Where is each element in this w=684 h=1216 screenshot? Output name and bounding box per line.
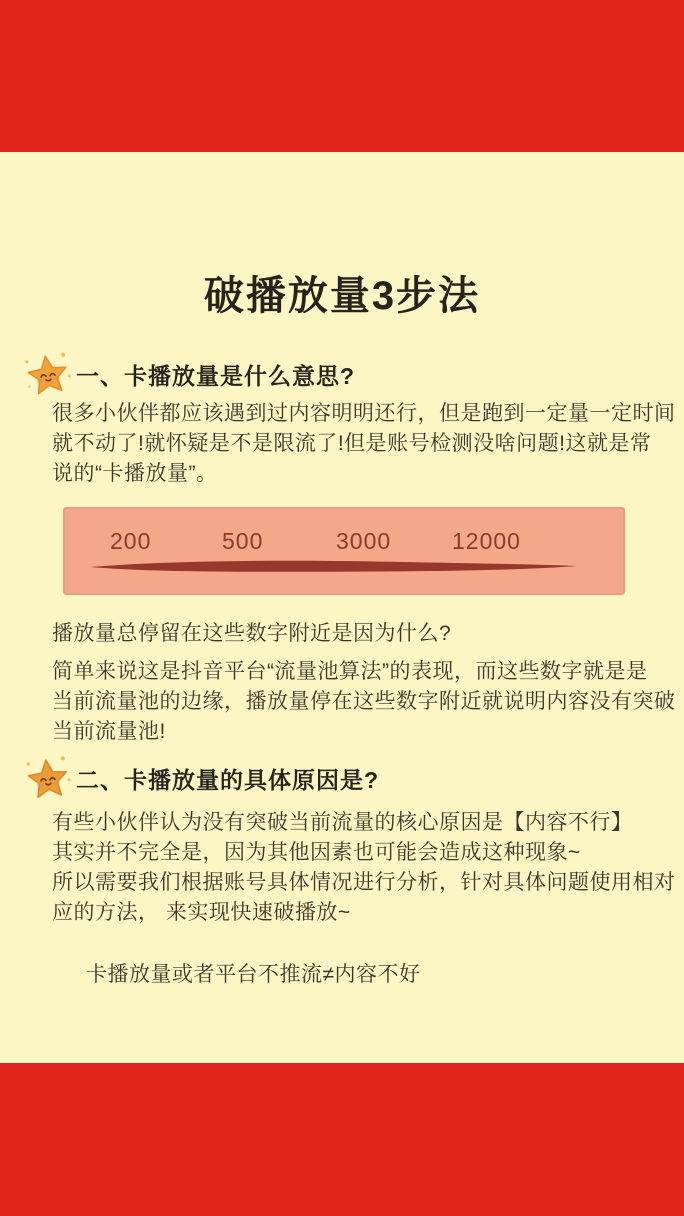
paragraph-line: 所以需要我们根据账号具体情况进行分析，针对具体问题使用相对 [52, 871, 676, 894]
paragraph-line: 简单来说这是抖音平台“流量池算法”的表现，而这些数字就是是 [52, 660, 648, 683]
explanation-paragraph [52, 657, 676, 747]
traffic-pool-value: 200 [110, 528, 152, 554]
flow-spindle-shape [65, 509, 623, 593]
paragraph-line: 说的“卡播放量”。 [52, 462, 218, 485]
traffic-pool-value: 12000 [452, 528, 521, 554]
paragraph-line: 应的方法， 来实现快速破播放~ [52, 901, 351, 924]
section-2-paragraph [52, 808, 676, 928]
paragraph-line: 当前流量池的边缘，播放量停在这些数字附近就说明内容没有突破 [52, 690, 676, 713]
star-face-icon [24, 350, 72, 398]
paragraph-line: 很多小伙伴都应该遇到过内容明明还行，但是跑到一定量一定时间 [52, 402, 676, 425]
traffic-pool-value: 3000 [336, 528, 392, 554]
paragraph-line: 就不动了!就怀疑是不是限流了!但是账号检测没啥问题!这就是常 [52, 432, 652, 455]
section-2-heading: 二、卡播放量的具体原因是? [76, 766, 380, 793]
top-letterbox-bar [0, 0, 684, 152]
paragraph-line: 其实并不完全是，因为其他因素也可能会造成这种现象~ [52, 841, 581, 864]
page-title: 破播放量3步法 [203, 274, 481, 318]
question-line: 播放量总停留在这些数字附近是因为什么? [52, 622, 452, 645]
section-1-heading: 一、卡播放量是什么意思? [76, 362, 356, 389]
section-2-header [24, 754, 379, 802]
paragraph-line: 有些小伙伴认为没有突破当前流量的核心原因是【内容不行】 [52, 811, 633, 834]
section-1-paragraph [52, 399, 676, 489]
conclusion-line: 卡播放量或者平台不推流≠内容不好 [86, 963, 421, 986]
paragraph-line: 当前流量池! [52, 720, 166, 743]
traffic-pool-value: 500 [222, 528, 264, 554]
bottom-letterbox-bar [0, 1063, 684, 1216]
star-face-icon [24, 754, 72, 802]
traffic-pool-strip [63, 507, 625, 595]
section-1-header [24, 350, 355, 398]
